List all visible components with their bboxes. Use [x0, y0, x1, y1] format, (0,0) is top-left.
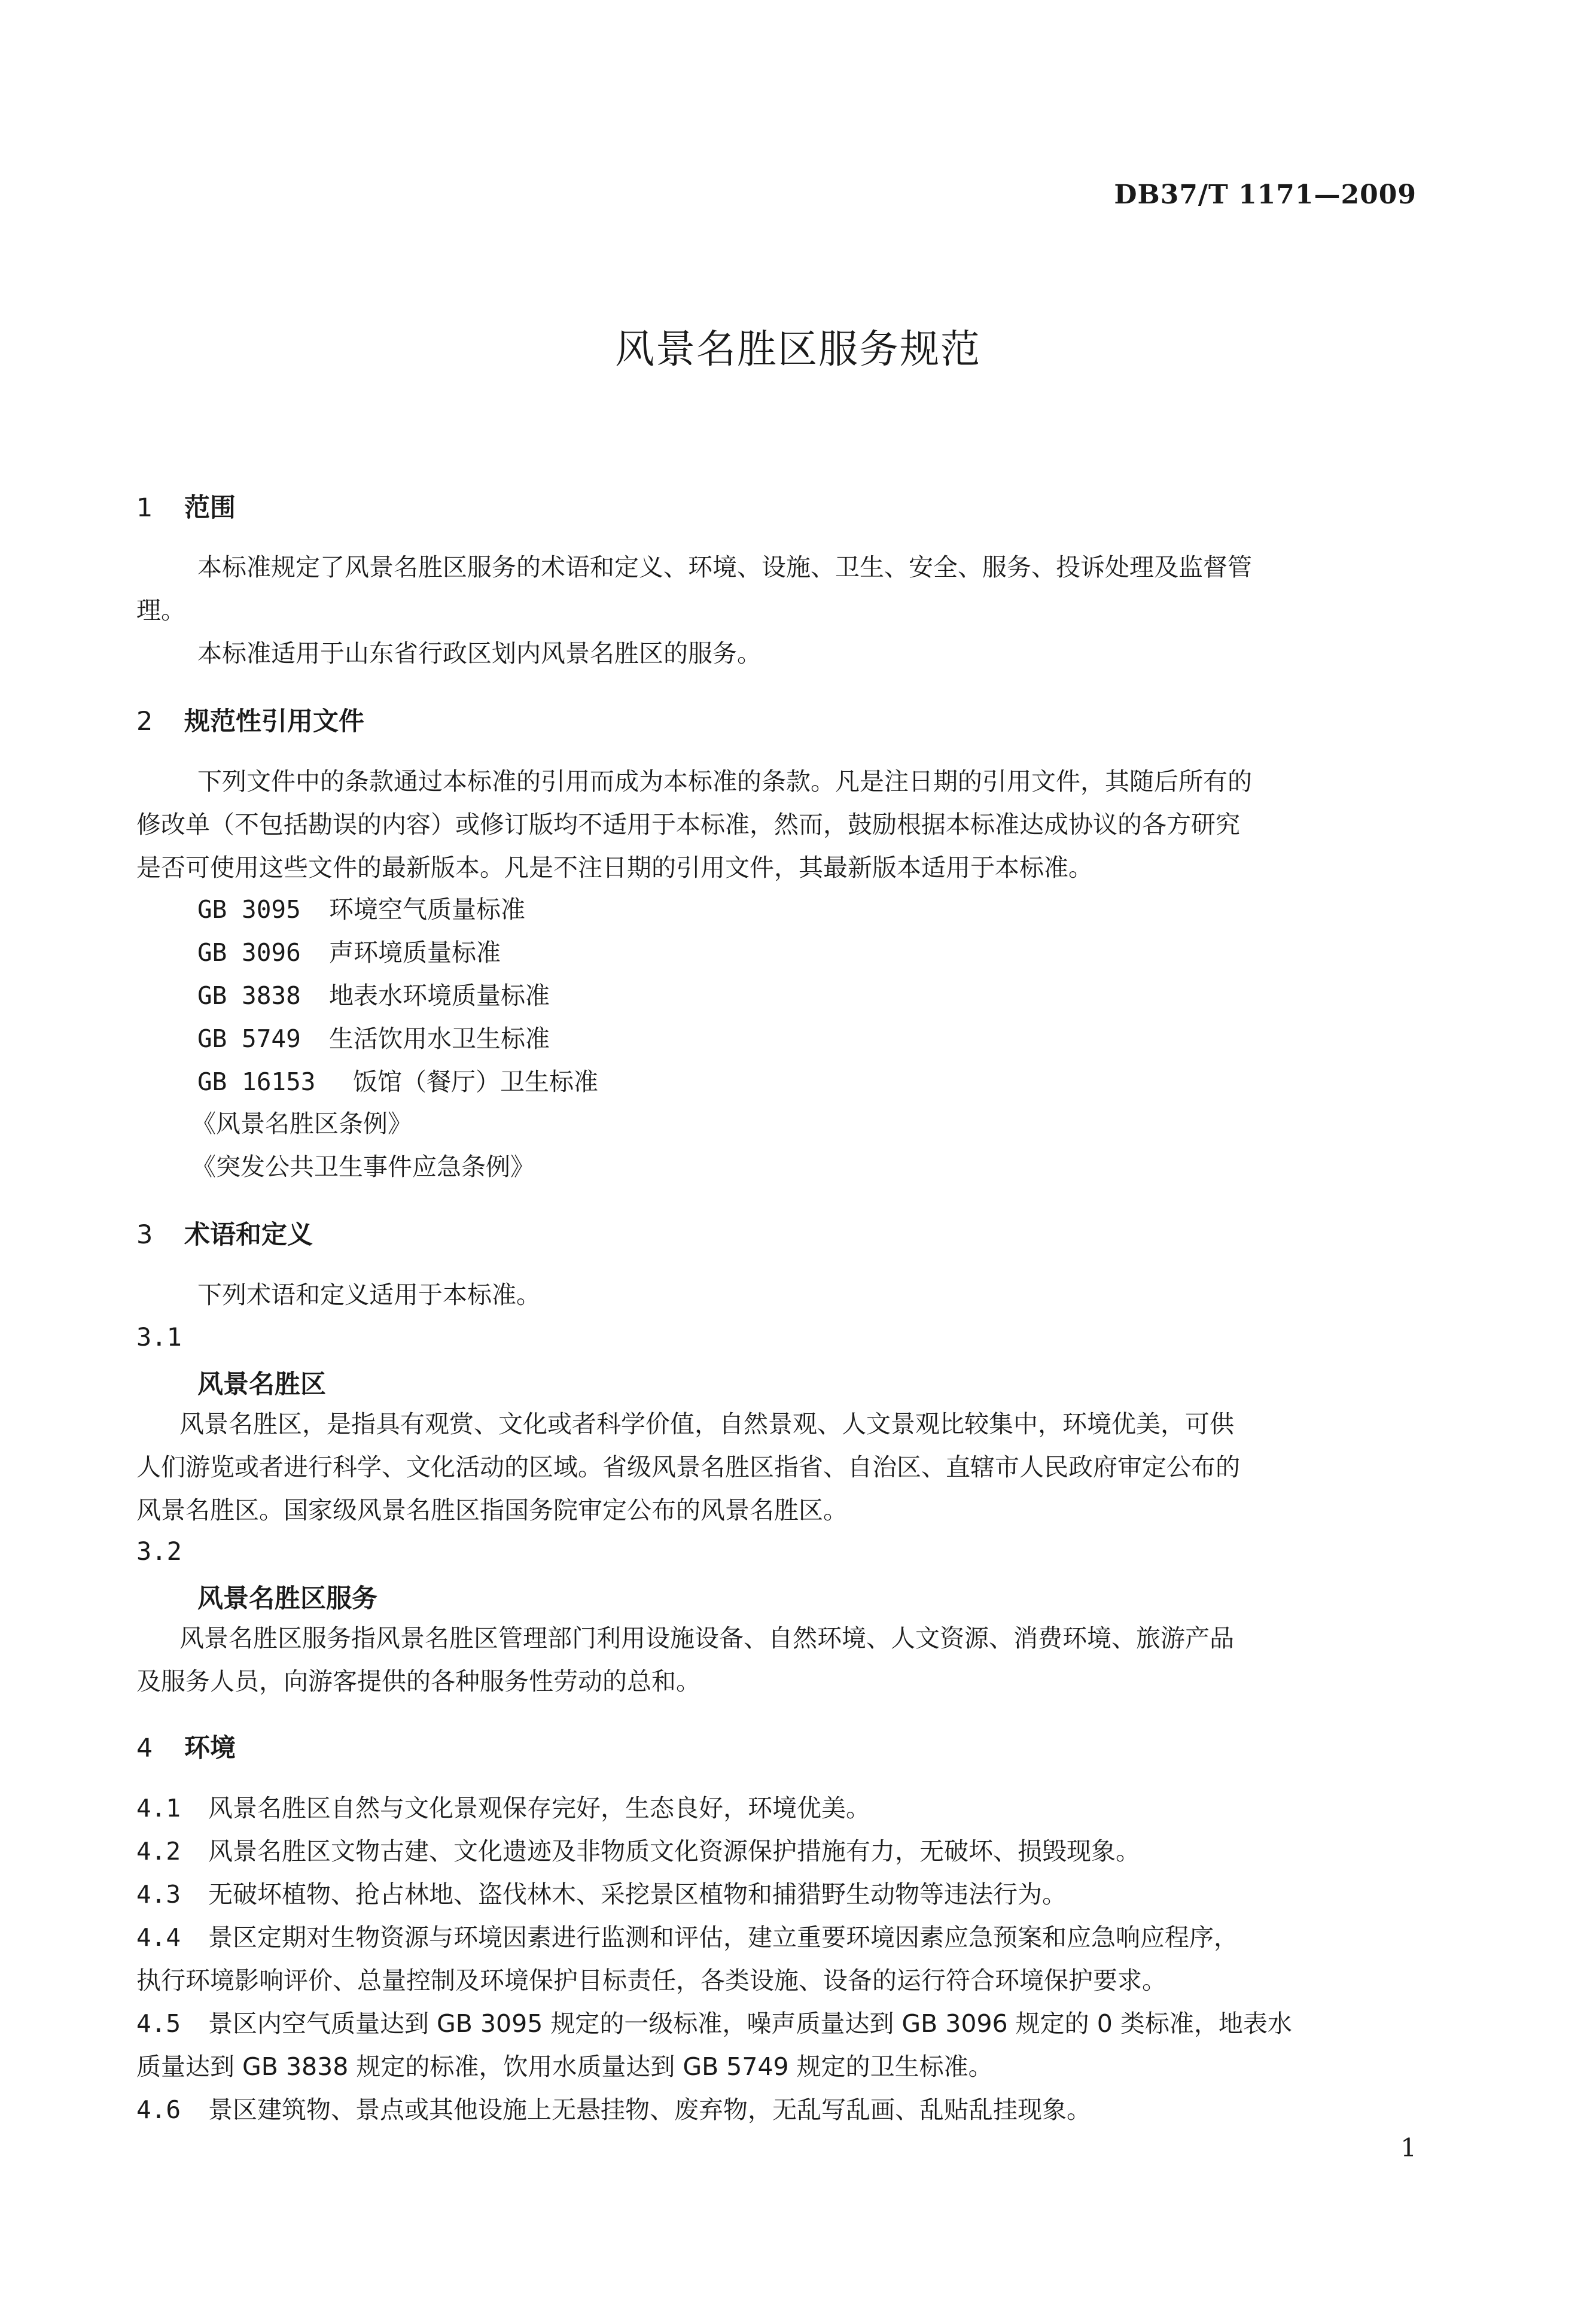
clause-number: 4.5: [136, 2009, 181, 2038]
clause: [136, 1790, 870, 1826]
paragraph-line: 质量达到 GB 3838 规定的标准，饮用水质量达到 GB 5749 规定的卫生标准。: [136, 2052, 993, 2081]
reference-code: GB 3095: [197, 895, 301, 924]
clause-text: 风景名胜区自然与文化景观保存完好，生态良好，环境优美。: [208, 1794, 870, 1823]
reference-name: 饭馆（餐厅）卫生标准: [353, 1067, 598, 1096]
term-name: 风景名胜区: [197, 1370, 326, 1400]
clause-number: 4.2: [136, 1837, 181, 1866]
section-3-heading: [136, 1215, 313, 1251]
reference-item: [197, 978, 550, 1014]
clause-text: 风景名胜区文物古建、文化遗迹及非物质文化资源保护措施有力，无破坏、损毁现象。: [208, 1837, 1140, 1866]
document-id: DB37/T 1171—2009: [1114, 180, 1417, 210]
regulation-item: 《突发公共卫生事件应急条例》: [191, 1152, 535, 1181]
section-title: 术语和定义: [184, 1220, 313, 1250]
paragraph-line: 理。: [136, 596, 185, 625]
reference-code: GB 3096: [197, 938, 301, 967]
clause-text: 无破坏植物、抢占林地、盗伐林木、采挖景区植物和捕猎野生动物等违法行为。: [208, 1880, 1067, 1909]
clause: [136, 1876, 1067, 1912]
paragraph-line: 人们游览或者进行科学、文化活动的区域。省级风景名胜区指省、自治区、直辖市人民政府审定公布的: [136, 1453, 1240, 1481]
section-title: 规范性引用文件: [184, 707, 364, 737]
clause: [136, 2006, 1292, 2042]
section-title: 环境: [184, 1733, 236, 1763]
clause: [136, 1919, 1238, 1955]
reference-item: [197, 1021, 550, 1057]
reference-item: [197, 935, 501, 970]
reference-item: [197, 892, 525, 927]
section-number: 2: [136, 707, 153, 737]
clause-number: 4.3: [136, 1880, 181, 1909]
reference-item: [197, 1064, 598, 1100]
reference-name: 声环境质量标准: [329, 938, 501, 967]
paragraph-line: 下列文件中的条款通过本标准的引用而成为本标准的条款。凡是注日期的引用文件，其随后所有的: [197, 767, 1252, 796]
reference-name: 生活饮用水卫生标准: [329, 1024, 550, 1053]
paragraph-line: 本标准规定了风景名胜区服务的术语和定义、环境、设施、卫生、安全、服务、投诉处理及监督管: [197, 553, 1252, 582]
paragraph-line: 风景名胜区，是指具有观赏、文化或者科学价值，自然景观、人文景观比较集中，环境优美，可供: [179, 1410, 1234, 1438]
section-1-heading: [136, 488, 236, 524]
paragraph-line: 修改单（不包括勘误的内容）或修订版均不适用于本标准，然而，鼓励根据本标准达成协议的各方研究: [136, 810, 1240, 839]
paragraph-line: 风景名胜区。国家级风景名胜区指国务院审定公布的风景名胜区。: [136, 1496, 848, 1525]
term-name: 风景名胜区服务: [197, 1584, 377, 1614]
reference-code: GB 16153: [197, 1067, 316, 1096]
paragraph-line: 及服务人员，向游客提供的各种服务性劳动的总和。: [136, 1667, 700, 1696]
clause: [136, 1833, 1140, 1869]
paragraph-line: 本标准适用于山东省行政区划内风景名胜区的服务。: [197, 639, 762, 668]
section-number: 4: [136, 1733, 153, 1763]
clause-number: 4.4: [136, 1923, 181, 1952]
term-number: 3.2: [136, 1537, 182, 1566]
clause-text: 景区定期对生物资源与环境因素进行监测和评估，建立重要环境因素应急预案和应急响应程序，: [208, 1923, 1238, 1952]
reference-code: GB 3838: [197, 981, 301, 1010]
term-number: 3.1: [136, 1322, 182, 1352]
section-title: 范围: [184, 493, 236, 523]
clause-text: 景区建筑物、景点或其他设施上无悬挂物、废弃物，无乱写乱画、乱贴乱挂现象。: [208, 2095, 1091, 2124]
reference-name: 环境空气质量标准: [329, 895, 525, 924]
reference-name: 地表水环境质量标准: [329, 981, 550, 1010]
clause-text: 景区内空气质量达到 GB 3095 规定的一级标准，噪声质量达到 GB 3096 规定的 0 类标准，地表水: [208, 2009, 1292, 2038]
regulation-item: 《风景名胜区条例》: [191, 1109, 412, 1138]
paragraph-line: 风景名胜区服务指风景名胜区管理部门利用设施设备、自然环境、人文资源、消费环境、旅游产品: [179, 1624, 1234, 1653]
clause-number: 4.6: [136, 2095, 181, 2124]
section-2-heading: [136, 701, 364, 738]
section-4-heading: [136, 1728, 236, 1764]
paragraph-line: 执行环境影响评价、总量控制及环境保护目标责任，各类设施、设备的运行符合环境保护要求。: [136, 1966, 1166, 1995]
clause: [136, 2092, 1091, 2128]
section-number: 1: [136, 493, 153, 523]
clause-number: 4.1: [136, 1794, 181, 1823]
section-number: 3: [136, 1220, 153, 1250]
page-number: 1: [1400, 2133, 1417, 2162]
page-title: 风景名胜区服务规范: [615, 326, 981, 372]
paragraph-line: 是否可使用这些文件的最新版本。凡是不注日期的引用文件，其最新版本适用于本标准。: [136, 853, 1093, 882]
reference-code: GB 5749: [197, 1024, 301, 1053]
paragraph-line: 下列术语和定义适用于本标准。: [197, 1280, 541, 1309]
